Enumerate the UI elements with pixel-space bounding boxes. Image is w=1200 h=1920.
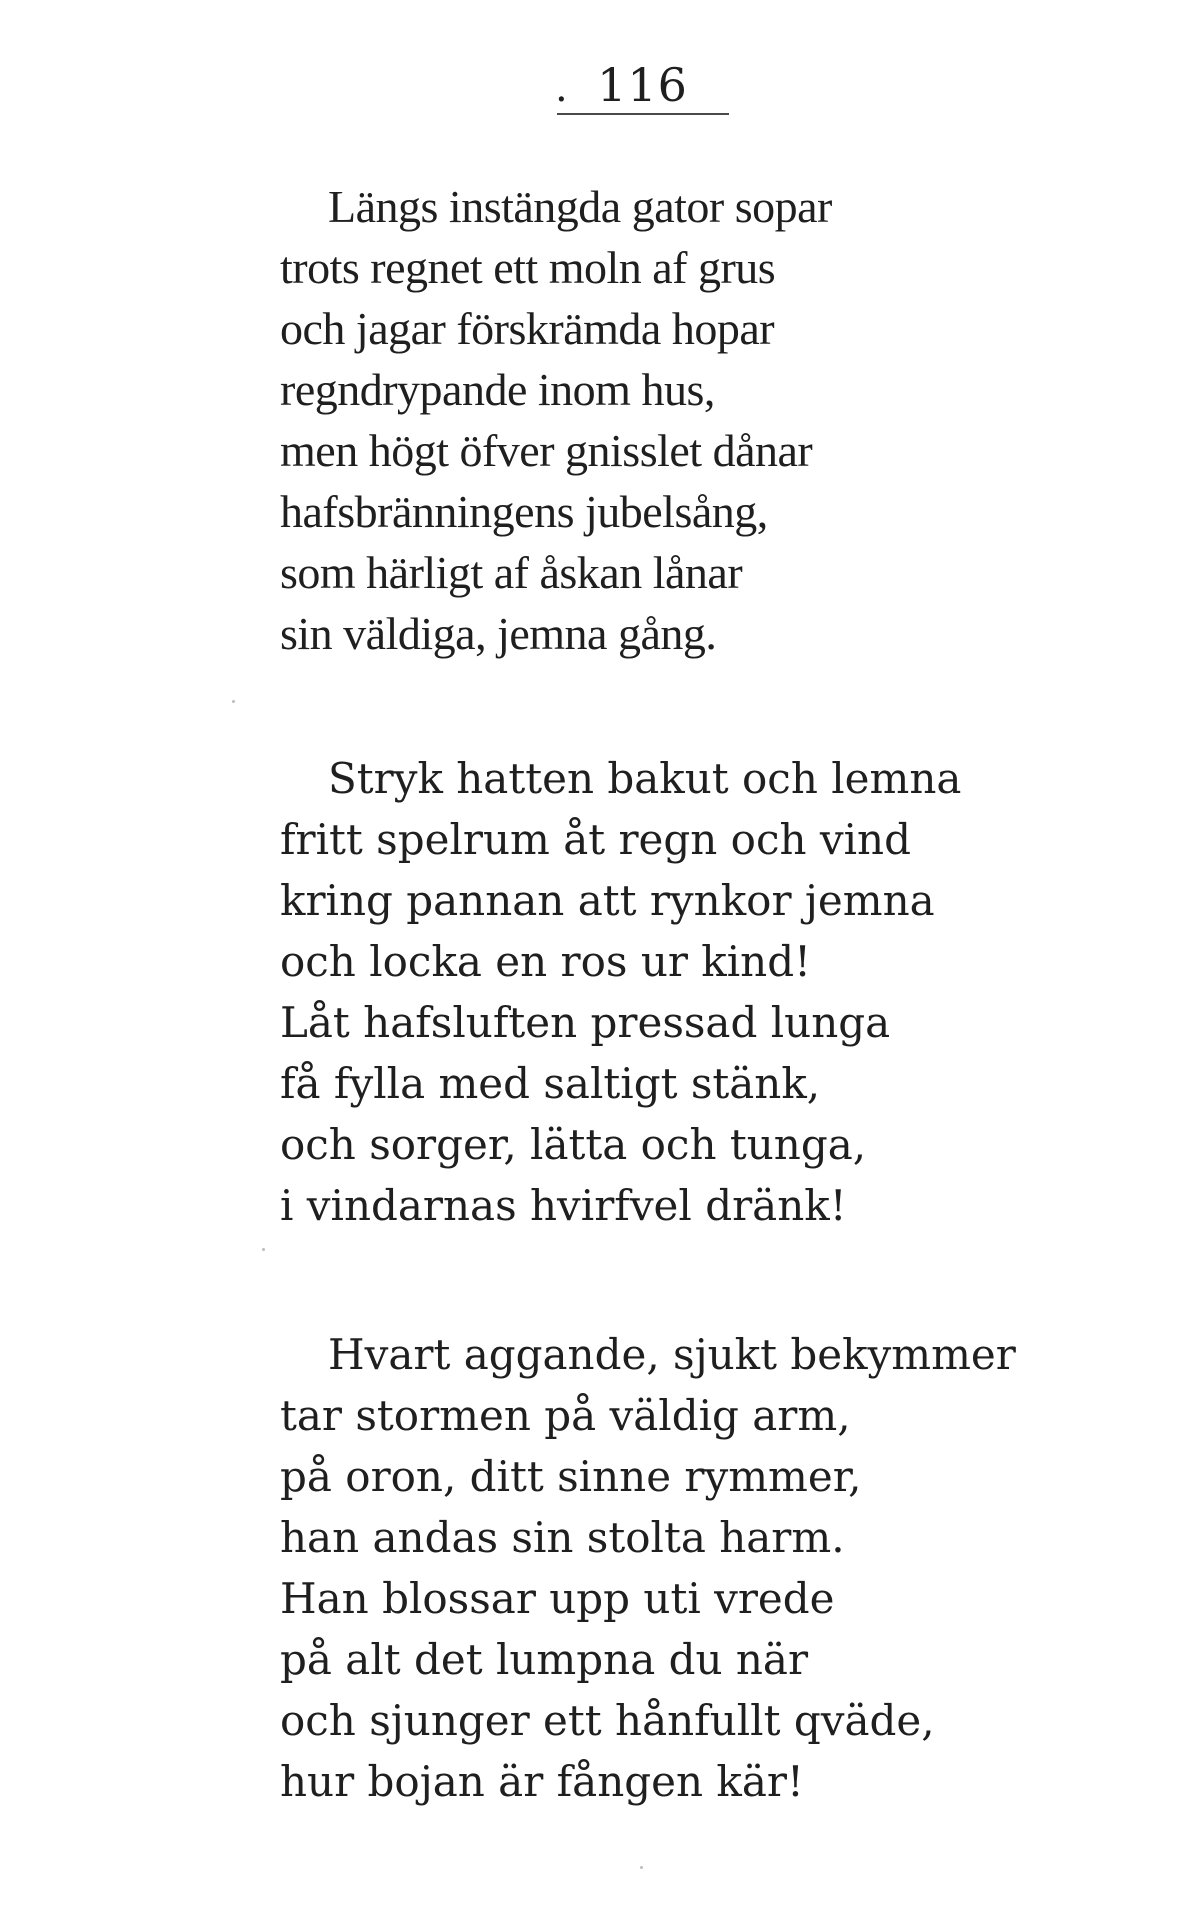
poem-line: och locka en ros ur kind! <box>280 937 811 986</box>
poem-line: trots regnet ett moln af grus <box>280 242 776 293</box>
poem-line: hur bojan är fången kär! <box>280 1757 804 1806</box>
page-number: 116 <box>597 58 688 112</box>
poem-line: Längs instängda gator sopar <box>328 181 832 232</box>
poem-line: i vindarnas hvirfvel dränk! <box>280 1181 847 1230</box>
poem-line: fritt spelrum åt regn och vind <box>280 815 911 864</box>
poem-line: Han blossar upp uti vrede <box>280 1574 835 1623</box>
poem-line: på alt det lumpna du när <box>280 1635 809 1684</box>
poem-line: som härligt af åskan lånar <box>280 547 743 598</box>
page-number-rule <box>557 113 729 115</box>
stanza-1 <box>280 176 832 664</box>
paper-speck <box>262 1248 265 1251</box>
stanza-2 <box>280 748 961 1236</box>
poem-line: Hvart aggande, sjukt bekymmer <box>328 1330 1016 1379</box>
poem-line: Låt hafsluften pressad lunga <box>280 998 891 1047</box>
poem-line: hafsbränningens jubelsång, <box>280 486 768 537</box>
poem-line: tar stormen på väldig arm, <box>280 1391 851 1440</box>
poem-line: och sjunger ett hånfullt qväde, <box>280 1696 935 1745</box>
poem-line: och sorger, lätta och tunga, <box>280 1120 867 1169</box>
paper-speck <box>640 1866 643 1869</box>
poem-line: men högt öfver gnisslet dånar <box>280 425 813 476</box>
paper-speck <box>232 700 235 703</box>
poem-line: och jagar förskrämda hopar <box>280 303 775 354</box>
page-number-dot: . <box>555 65 568 111</box>
poem-line: regndrypande inom hus, <box>280 364 715 415</box>
poem-line: han andas sin stolta harm. <box>280 1513 845 1562</box>
stanza-3 <box>280 1324 1016 1812</box>
poem-line: få fylla med saltigt stänk, <box>280 1059 821 1108</box>
poem-line: kring pannan att rynkor jemna <box>280 876 935 925</box>
poem-line: Stryk hatten bakut och lemna <box>328 754 962 803</box>
poem-line: sin väldiga, jemna gång. <box>280 608 717 659</box>
poem-line: på oron, ditt sinne rymmer, <box>280 1452 862 1501</box>
